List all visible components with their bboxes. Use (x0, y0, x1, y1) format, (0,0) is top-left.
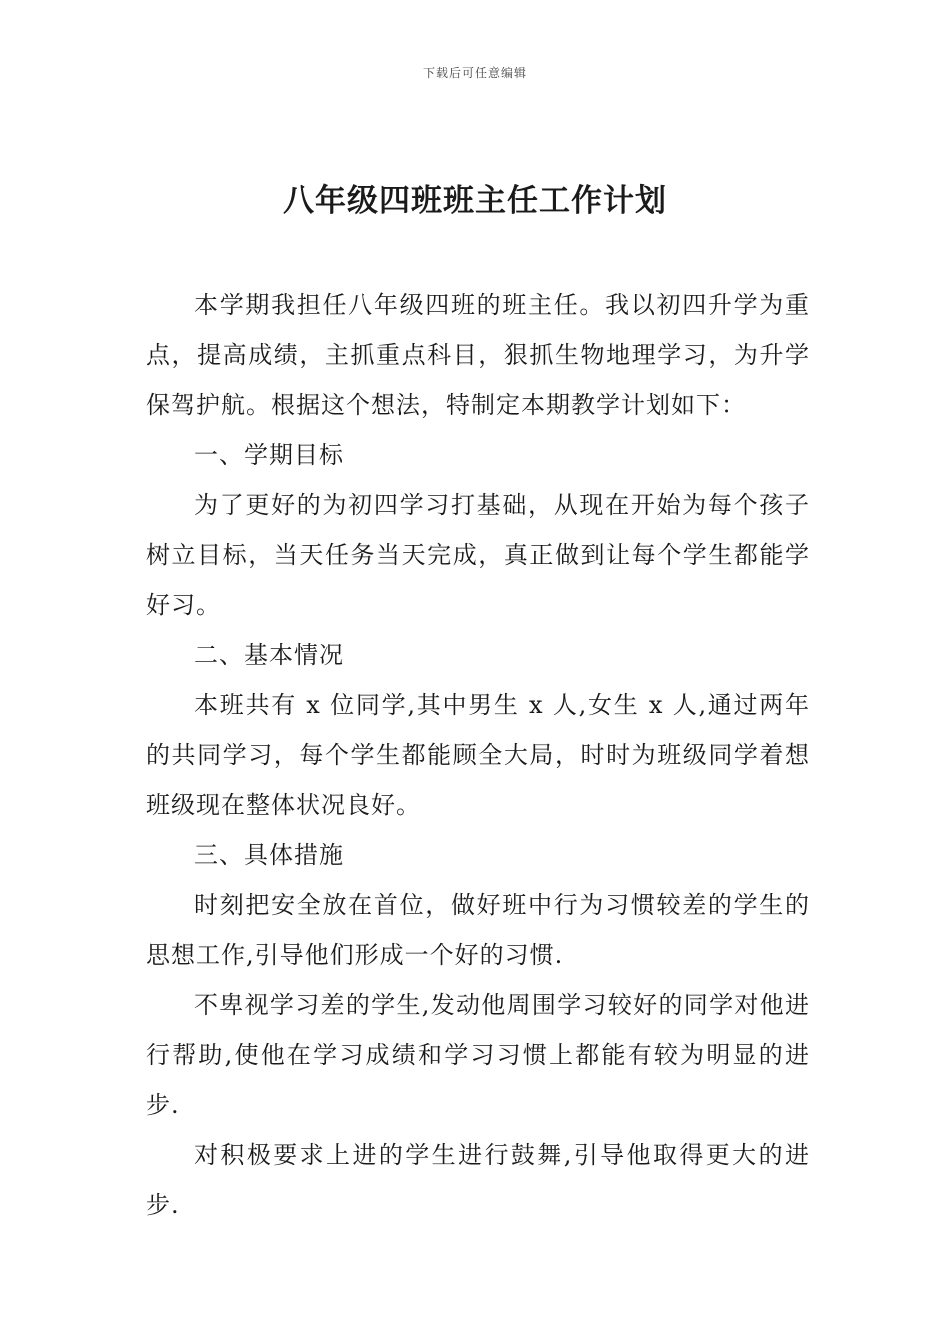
measures-paragraph-1: 时刻把安全放在首位，做好班中行为习惯较差的学生的思想工作,引导他们形成一个好的习惯. (146, 891, 810, 969)
measures-paragraph-2: 不卑视学习差的学生,发动他周围学习较好的同学对他进行帮助,使他在学习成绩和学习习惯上都能有较为明显的进步. (146, 991, 810, 1119)
intro-paragraph: 本学期我担任八年级四班的班主任。我以初四升学为重点，提高成绩，主抓重点科目，狠抓生物地理学习，为升学保驾护航。根据这个想法，特制定本期教学计划如下： (146, 291, 810, 419)
situation-paragraph: 本班共有 x 位同学,其中男生 x 人,女生 x 人,通过两年的共同学习，每个学生都能顾全大局，时时为班级同学着想班级现在整体状况良好。 (146, 691, 810, 819)
section-heading-goals: 一、学期目标 (194, 441, 344, 469)
section-heading-situation: 二、基本情况 (194, 641, 344, 669)
measures-paragraph-3: 对积极要求上进的学生进行鼓舞,引导他取得更大的进步. (146, 1141, 810, 1219)
document-title: 八年级四班班主任工作计划 (283, 183, 667, 219)
document-body (146, 280, 810, 1230)
section-heading-measures: 三、具体措施 (194, 841, 344, 869)
header-note: 下载后可任意编辑 (422, 66, 527, 80)
goals-paragraph: 为了更好的为初四学习打基础，从现在开始为每个孩子树立目标，当天任务当天完成，真正做到让每个学生都能学好习。 (146, 491, 810, 619)
